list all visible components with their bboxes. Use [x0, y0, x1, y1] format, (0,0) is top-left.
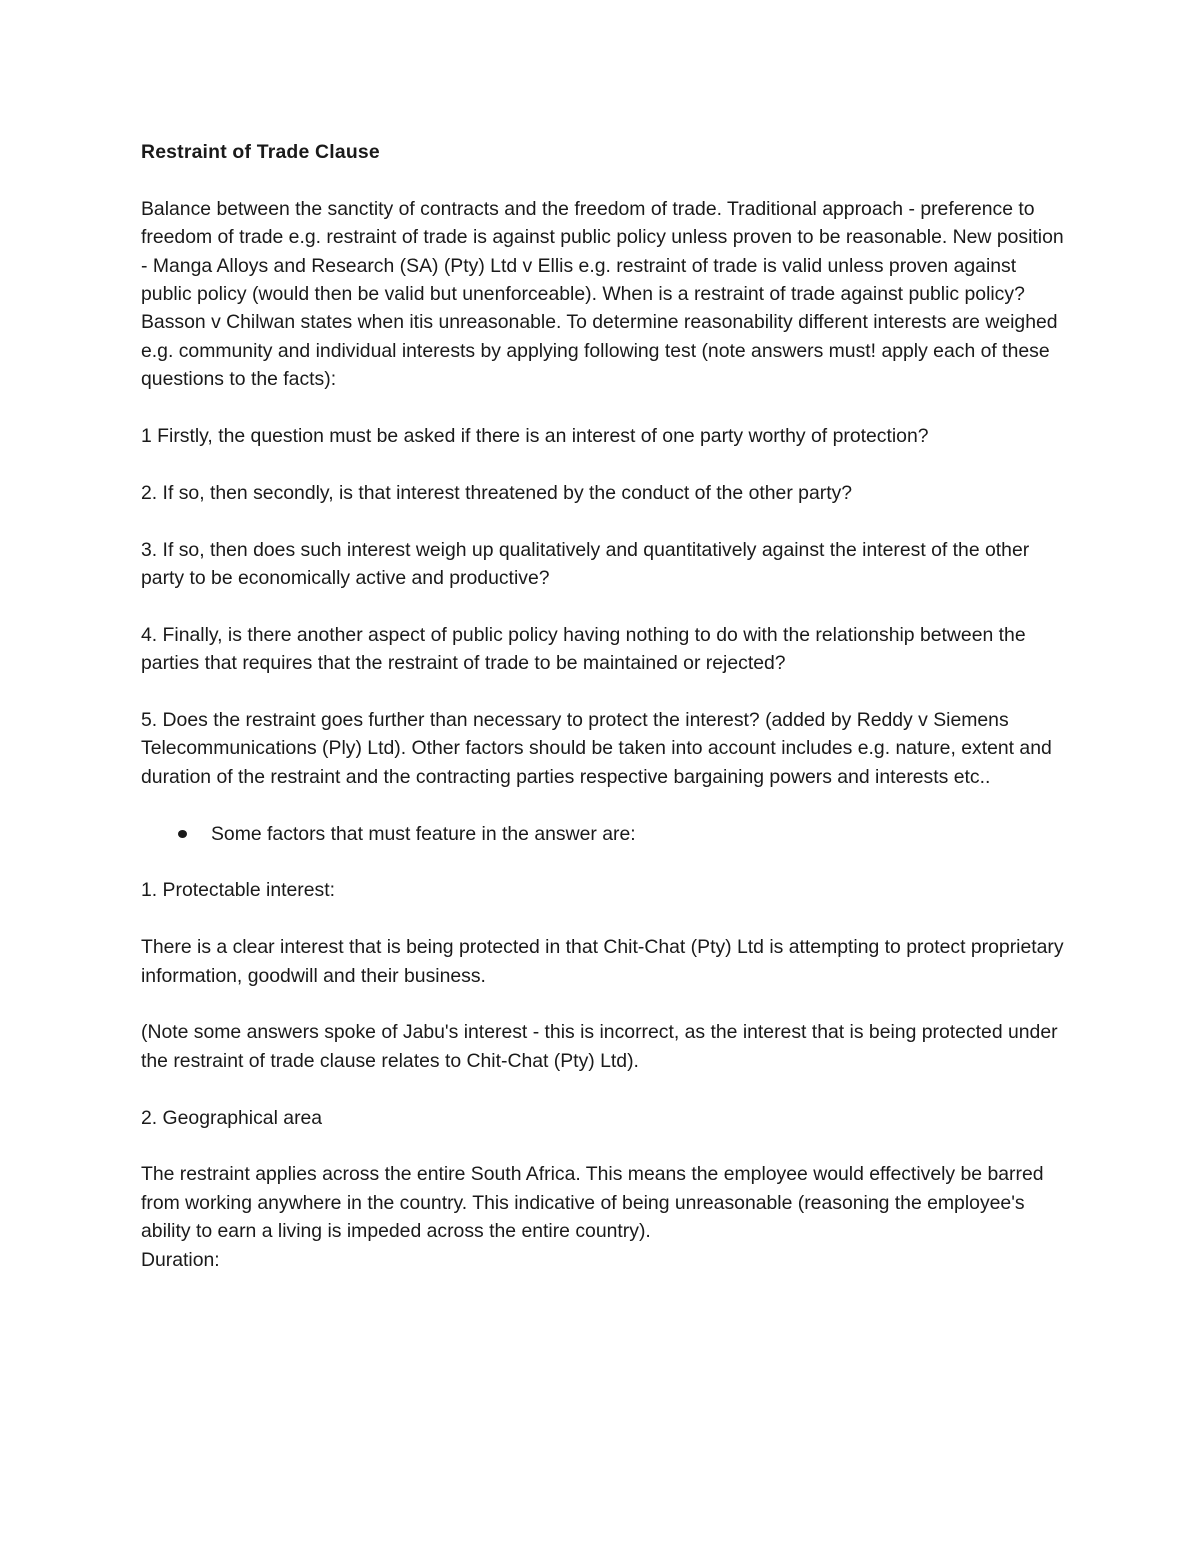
factor-text-protectable-interest: There is a clear interest that is being protected in that Chit-Chat (Pty) Ltd is attempting to protect proprietary information, goodwill and their business. [141, 936, 1064, 987]
document-title: Restraint of Trade Clause [141, 141, 380, 163]
test-question-4: 4. Finally, is there another aspect of public policy having nothing to do with the relationship between the parties that requires that the restraint of trade to be maintained or rejected? [141, 623, 1026, 675]
test-question-3: 3. If so, then does such interest weigh up qualitatively and quantitatively against the interest of the other party to be economically active and productive? [141, 538, 1030, 590]
duration-label: Duration: [141, 1248, 220, 1271]
document-page [141, 138, 1071, 1274]
bullet-item-text: Some factors that must feature in the answer are: [211, 822, 636, 845]
bullet-dot-icon [178, 830, 187, 838]
test-question-5: 5. Does the restraint goes further than necessary to protect the interest? (added by Reddy v Siemens Telecommunications (Ply) Ltd). Other factors should be taken into account includes e.g. nature, extent and duration of the restraint and the contracting parties respective bargaining powers and interests etc.. [141, 709, 1052, 788]
test-question-2: 2. If so, then secondly, is that interest threatened by the conduct of the other party? [141, 481, 853, 504]
factor-block-geographical [141, 1160, 1071, 1274]
factor-heading-protectable-interest: 1. Protectable interest: [141, 879, 336, 902]
bullet-list [141, 820, 1071, 848]
factor-note-jabu: (Note some answers spoke of Jabu's interest - this is incorrect, as the interest that is being protected under the restraint of trade clause relates to Chit-Chat (Pty) Ltd). [141, 1021, 1058, 1072]
factor-heading-geographical-area: 2. Geographical area [141, 1106, 323, 1129]
factor-text-geographical-area: The restraint applies across the entire South Africa. This means the employee would effectively be barred from working anywhere in the country. This indicative of being unreasonable (reasoning the employee's ability to earn a living is impeded across the entire country). [141, 1163, 1044, 1243]
intro-paragraph: Balance between the sanctity of contracts and the freedom of trade. Traditional approach - preference to freedom of trade e.g. restraint of trade is against public policy unless proven to be reasonable. New position - Manga Alloys and Research (SA) (Pty) Ltd v Ellis e.g. restraint of trade is valid unless proven against public policy (would then be valid but unenforceable). When is a restraint of trade against public policy? Basson v Chilwan states when itis unreasonable. To determine reasonability different interests are weighed e.g. community and individual interests by applying following test (note answers must! apply each of these questions to the facts): [141, 197, 1064, 391]
test-question-1: 1 Firstly, the question must be asked if there is an interest of one party worthy of protection? [141, 425, 929, 448]
bullet-item [141, 820, 1071, 848]
